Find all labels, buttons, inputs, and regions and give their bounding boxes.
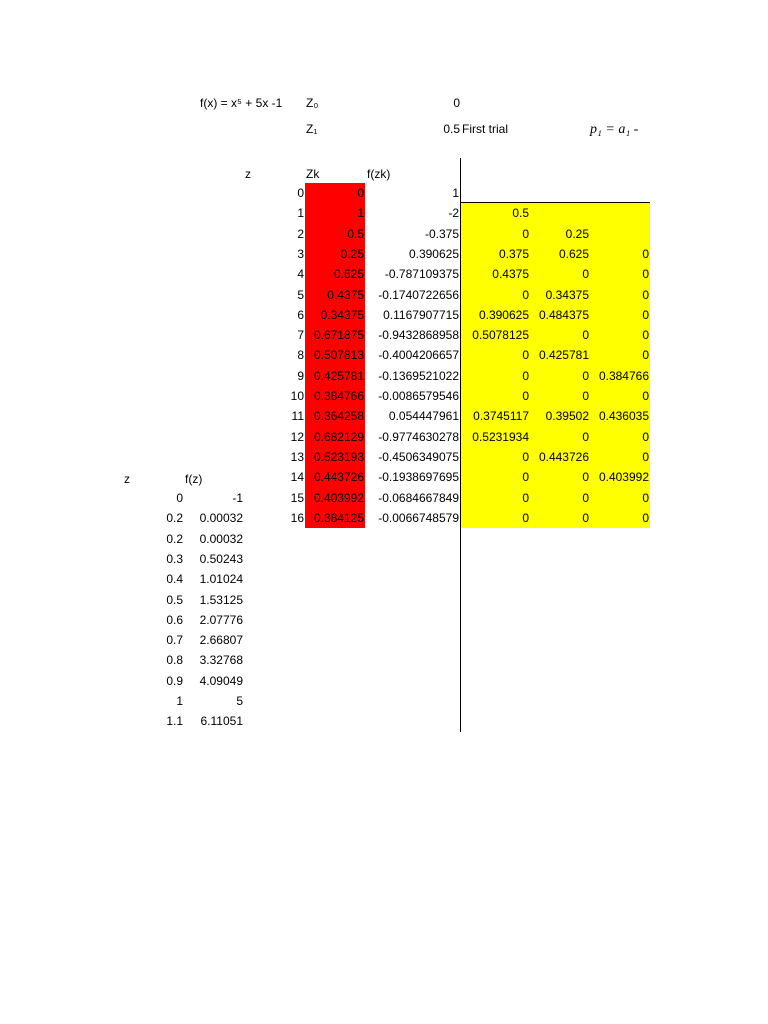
main-cell-fzk: 0.1167907715	[383, 307, 459, 322]
main-cell-c1: 0	[522, 348, 529, 363]
main-cell-zk: 1	[357, 206, 364, 221]
main-cell-fzk: -0.787109375	[384, 267, 459, 282]
main-cell-fzk: -0.0086579546	[378, 389, 459, 403]
main-cell-fzk: -0.0684667849	[378, 490, 459, 505]
main-cell-k: 10	[290, 389, 304, 403]
main-cell-c1: 0.390625	[478, 307, 529, 322]
side-cell-z: 0.2	[166, 531, 183, 546]
side-cell-fz: 1.53125	[199, 592, 243, 607]
main-cell-c3: 0	[642, 287, 649, 302]
main-cell-zk: 0.403992	[313, 490, 364, 505]
main-cell-c3: 0	[642, 429, 649, 444]
main-cell-fzk: -0.4004206657	[378, 348, 459, 363]
main-cell-c3: 0.384766	[598, 368, 649, 383]
main-cell-c2: 0	[582, 429, 589, 444]
main-cell-c2: 0.34375	[545, 287, 589, 302]
main-cell-c2: 0	[582, 368, 589, 383]
main-cell-c2: 0.425781	[538, 348, 589, 363]
side-fz-header: f(z)	[185, 472, 203, 486]
z1-note: First trial	[462, 122, 508, 136]
main-cell-zk: 0.443726	[313, 470, 364, 485]
main-cell-k: 6	[297, 307, 304, 322]
main-cell-zk: 0	[357, 186, 364, 200]
main-cell-fzk: -0.1938697695	[378, 470, 459, 485]
main-cell-c3: 0	[642, 490, 649, 505]
main-cell-c3: 0	[642, 307, 649, 322]
main-cell-k: 0	[297, 186, 304, 200]
main-cell-zk: 0.384125	[313, 510, 364, 525]
side-cell-fz: 4.09049	[199, 673, 243, 688]
main-cell-k: 11	[291, 409, 304, 424]
main-cell-c3: 0	[642, 328, 649, 343]
main-cell-c1: 0	[522, 449, 529, 464]
main-cell-zk: 0.364258	[313, 409, 364, 424]
main-cell-fzk: -0.9774630278	[378, 429, 459, 444]
main-cell-c2: 0.39502	[545, 409, 589, 424]
main-cell-zk: 0.625	[333, 267, 364, 282]
side-cell-fz: 6.11051	[200, 714, 243, 729]
main-cell-c2: 0	[582, 510, 589, 525]
fzk-header: f(zk)	[367, 167, 391, 181]
main-cell-c2: 0	[582, 328, 589, 343]
main-cell-zk: 0.671875	[313, 328, 364, 343]
main-cell-c3: 0	[642, 510, 649, 525]
main-cell-c3: 0.403992	[598, 470, 649, 485]
side-cell-fz: 0.00032	[199, 511, 243, 526]
main-cell-c2	[530, 203, 589, 223]
main-cell-fzk: -2	[448, 206, 459, 221]
main-cell-c1: 0	[522, 389, 529, 403]
side-cell-fz: 2.66807	[199, 633, 243, 648]
main-cell-c3	[590, 224, 649, 244]
main-cell-k: 1	[297, 206, 304, 221]
main-cell-c1	[461, 183, 529, 203]
main-cell-fzk: 0.390625	[408, 246, 459, 261]
zk-header: Zk	[306, 167, 320, 181]
main-cell-c3: 0	[642, 348, 649, 363]
main-cell-c1: 0	[522, 470, 529, 485]
main-cell-k: 16	[290, 510, 304, 525]
side-cell-z: 0.2	[166, 511, 183, 526]
main-cell-k: 4	[297, 267, 304, 282]
main-cell-c3: 0	[642, 389, 649, 403]
side-cell-fz: 1.01024	[199, 572, 243, 587]
main-cell-c2: 0	[582, 470, 589, 485]
main-cell-k: 9	[297, 368, 304, 383]
main-cell-c3: 0	[642, 246, 649, 261]
main-cell-k: 12	[290, 429, 304, 444]
main-cell-k: 2	[297, 226, 304, 241]
side-cell-z: 1	[176, 694, 183, 708]
main-cell-zk: 0.4375	[327, 287, 364, 302]
main-z-header: z	[245, 167, 251, 181]
side-cell-fz: 0.00032	[199, 531, 243, 546]
main-cell-k: 14	[290, 470, 304, 485]
main-cell-c1: 0.375	[498, 246, 529, 261]
main-cell-zk: 0.682129	[313, 429, 364, 444]
main-cell-c1: 0.5	[512, 206, 529, 221]
main-cell-c3: 0	[642, 449, 649, 464]
main-cell-fzk: -0.4506349075	[378, 449, 459, 464]
main-cell-c1: 0.4375	[492, 267, 529, 282]
main-cell-k: 7	[297, 328, 304, 343]
z1-value: 0.5	[443, 122, 460, 136]
side-cell-fz: -1	[232, 491, 243, 505]
main-cell-c2: 0.25	[565, 226, 589, 241]
main-cell-c2: 0	[582, 490, 589, 505]
main-cell-zk: 0.384766	[313, 389, 364, 403]
main-cell-k: 13	[290, 449, 304, 464]
main-cell-c1: 0	[522, 368, 529, 383]
main-cell-zk: 0.5	[347, 226, 364, 241]
main-cell-c1: 0.5078125	[472, 328, 529, 343]
side-cell-fz: 5	[236, 694, 243, 708]
side-z-header: z	[124, 472, 130, 486]
formula-label: f(x) = x⁵ + 5x -1	[200, 96, 283, 110]
main-cell-zk: 0.34375	[320, 307, 364, 322]
z1-label: Z₁	[306, 122, 318, 136]
main-cell-k: 3	[297, 246, 304, 261]
side-cell-fz: 3.32768	[199, 653, 243, 668]
side-cell-z: 0.9	[166, 673, 183, 688]
side-cell-z: 0.7	[166, 633, 183, 648]
main-cell-k: 5	[297, 287, 304, 302]
main-cell-zk: 0.507813	[313, 348, 364, 363]
main-cell-zk: 0.25	[340, 246, 364, 261]
main-cell-k: 15	[290, 490, 304, 505]
main-cell-fzk: 0.054447961	[388, 409, 459, 424]
side-cell-z: 0.6	[166, 612, 183, 627]
side-cell-z: 0.5	[166, 592, 183, 607]
main-cell-c1: 0.3745117	[473, 409, 529, 424]
main-cell-c1: 0.5231934	[472, 429, 529, 444]
main-cell-zk: 0.523193	[313, 449, 364, 464]
main-cell-zk: 0.425781	[313, 368, 364, 383]
main-cell-c2: 0.443726	[538, 449, 589, 464]
side-cell-fz: 2.07776	[199, 612, 243, 627]
p-formula: p₁ = a₁ -	[590, 122, 639, 137]
main-cell-c2: 0.484375	[538, 307, 589, 322]
main-cell-c3: 0	[642, 267, 649, 282]
main-cell-fzk: 1	[452, 186, 459, 200]
main-cell-fzk: -0.1740722656	[378, 287, 459, 302]
main-cell-k: 8	[297, 348, 304, 363]
main-cell-c1: 0	[522, 510, 529, 525]
side-cell-z: 0.8	[166, 653, 183, 668]
main-cell-fzk: -0.375	[424, 226, 459, 241]
main-cell-fzk: -0.1369521022	[378, 368, 459, 383]
main-cell-c2: 0.625	[558, 246, 589, 261]
main-cell-c2	[530, 183, 589, 203]
main-cell-c2: 0	[582, 267, 589, 282]
main-cell-c3	[590, 203, 649, 223]
main-cell-c3	[590, 183, 649, 203]
main-cell-fzk: -0.0066748579	[378, 510, 459, 525]
side-cell-z: 0.3	[166, 551, 183, 566]
main-cell-c1: 0	[522, 287, 529, 302]
main-cell-c1: 0	[522, 490, 529, 505]
main-cell-c3: 0.436035	[598, 409, 649, 424]
z0-label: Z₀	[306, 96, 319, 110]
side-cell-z: 0	[176, 491, 183, 505]
z0-value: 0	[453, 96, 460, 110]
main-cell-c1: 0	[522, 226, 529, 241]
main-cell-fzk: -0.9432868958	[378, 328, 459, 343]
side-cell-fz: 0.50243	[199, 551, 243, 566]
main-cell-c2: 0	[582, 389, 589, 403]
side-cell-z: 0.4	[166, 572, 183, 587]
side-cell-z: 1.1	[166, 714, 183, 729]
